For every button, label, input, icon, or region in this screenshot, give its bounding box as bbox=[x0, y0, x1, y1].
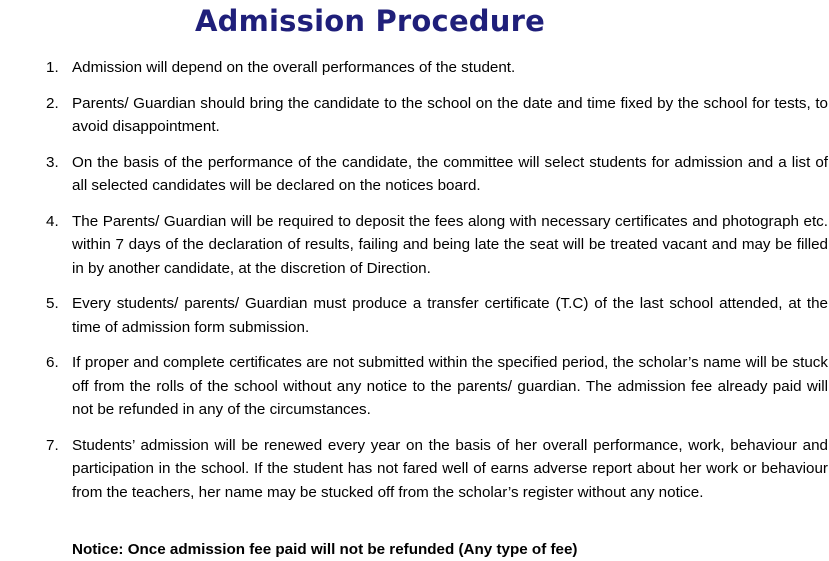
notice-text: Notice: Once admission fee paid will not be refunded (Any type of fee) bbox=[72, 541, 578, 558]
procedure-item-6 bbox=[0, 351, 829, 422]
item-number: 3. bbox=[46, 153, 59, 171]
item-text: On the basis of the performance of the candidate, the committee will select students for admission and a list of all selected candidates will be declared on the notices board. bbox=[72, 153, 828, 194]
procedure-item-5 bbox=[0, 292, 829, 339]
item-number: 4. bbox=[46, 212, 59, 230]
item-number: 5. bbox=[46, 295, 59, 312]
procedure-item-1 bbox=[0, 56, 829, 80]
item-text: Admission will depend on the overall performances of the student. bbox=[72, 59, 516, 76]
item-text: Parents/ Guardian should bring the candidate to the school on the date and time fixed by the school for tests, to avoid disappointment. bbox=[72, 94, 828, 135]
procedure-item-7 bbox=[0, 434, 829, 505]
item-number: 1. bbox=[46, 59, 59, 76]
item-number: 6. bbox=[46, 354, 59, 371]
item-text: Every students/ parents/ Guardian must produce a transfer certificate (T.C) of the last school attended, at the time of admission form submission. bbox=[72, 295, 828, 336]
procedure-item-2 bbox=[0, 92, 829, 139]
procedure-list bbox=[0, 56, 829, 516]
item-number: 7. bbox=[46, 436, 59, 454]
procedure-item-4 bbox=[0, 210, 829, 281]
item-text: If proper and complete certificates are not submitted within the specified period, the scholar’s name will be stuck off from the rolls of the school without any notice to the parents/ guardian. The admission fee already paid will not be refunded in any of the circumstances. bbox=[72, 354, 828, 418]
page-title: Admission Procedure bbox=[194, 4, 545, 38]
item-text: Students’ admission will be renewed every year on the basis of her overall performance, work, behaviour and participation in the school. If the student has not fared well of earns adverse report about her work or behaviour from the teachers, her name may be stucked off from the scholar’s register without any notice. bbox=[72, 436, 828, 501]
item-number: 2. bbox=[46, 94, 59, 112]
item-text: The Parents/ Guardian will be required to deposit the fees along with necessary certificates and photograph etc. within 7 days of the declaration of results, failing and being late the seat will be treated vacant and may be filled in by another candidate, at the discretion of Direction. bbox=[72, 212, 828, 277]
procedure-item-3 bbox=[0, 151, 829, 198]
